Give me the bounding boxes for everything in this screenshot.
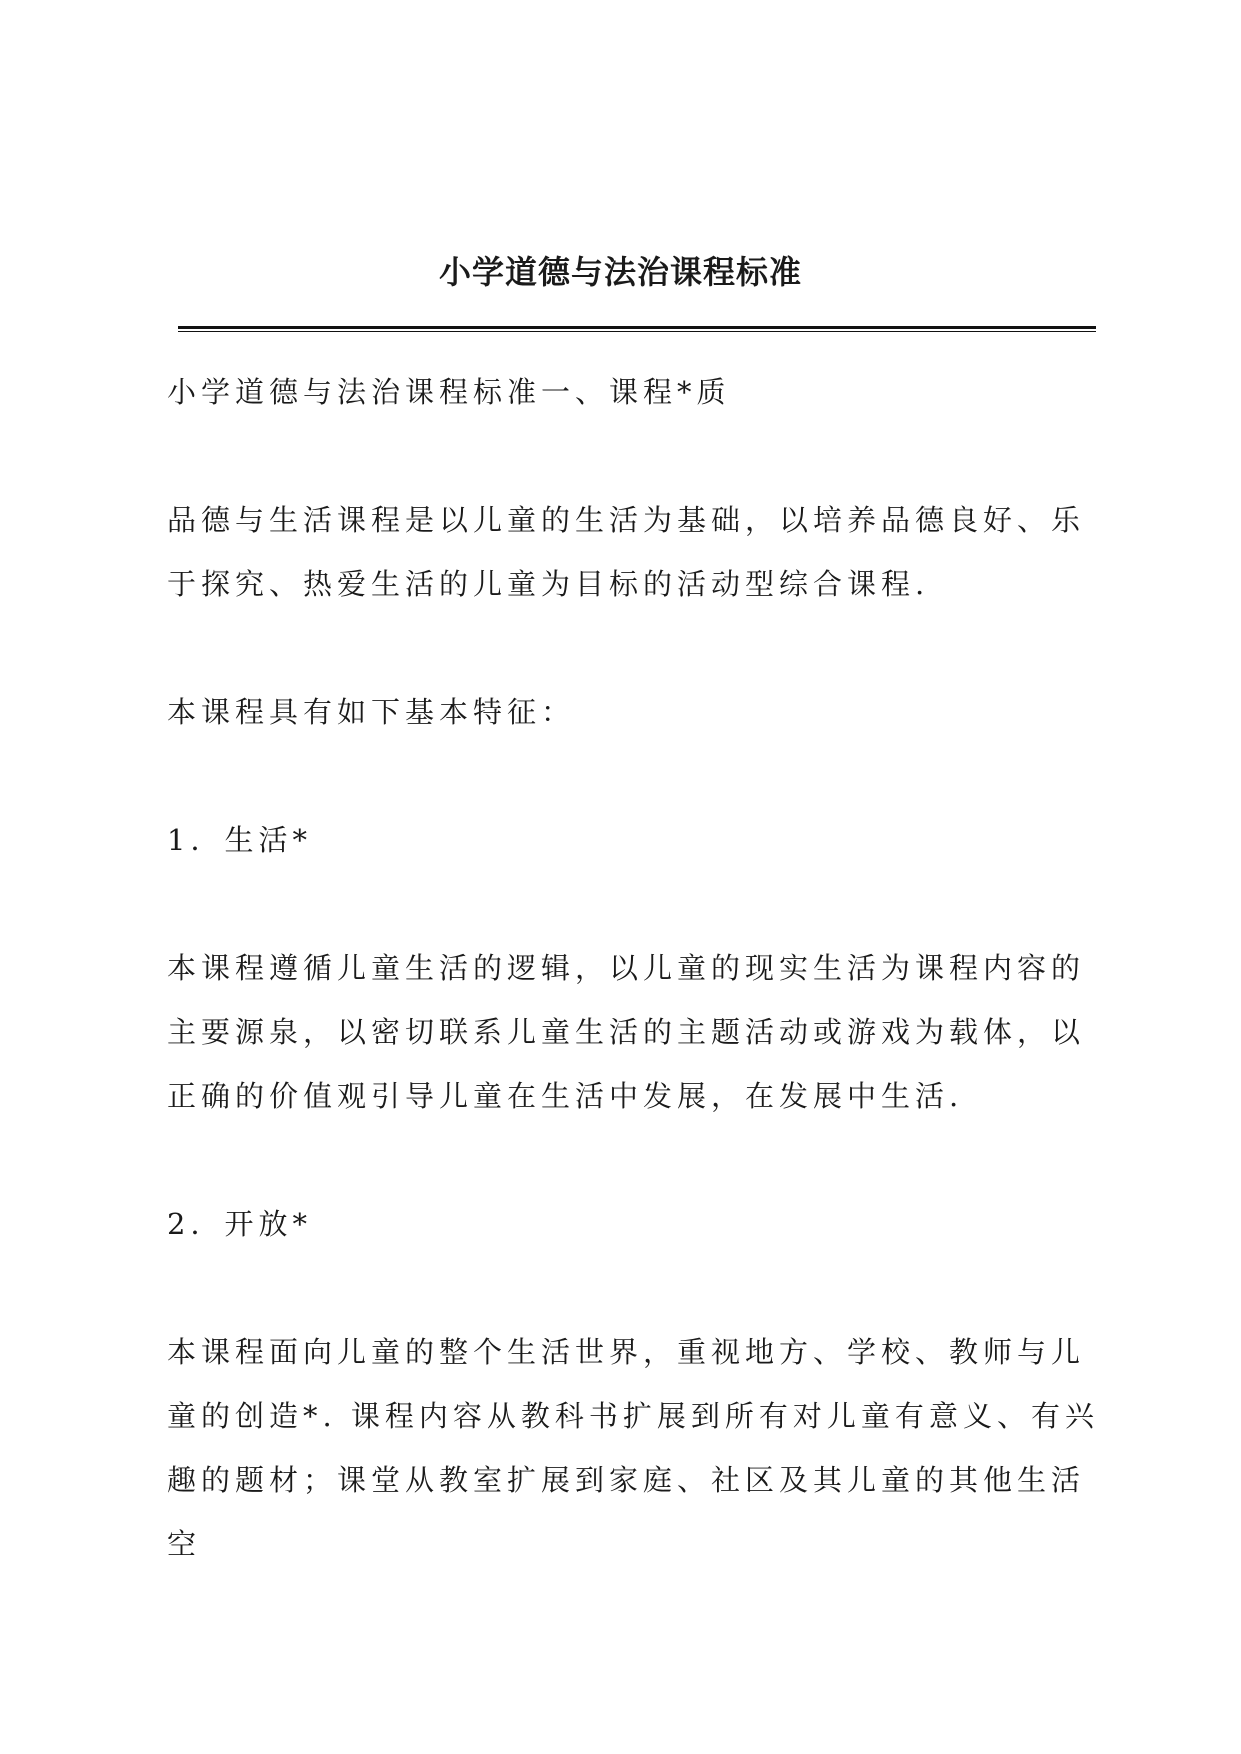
- paragraph-features-intro: 本课程具有如下基本特征：: [167, 695, 576, 729]
- title-divider: [178, 326, 1096, 332]
- document-body: [167, 360, 1102, 1576]
- document-title: 小学道德与法治课程标准: [438, 253, 802, 291]
- paragraph-feature-2: 本课程面向儿童的整个生活世界，重视地方、学校、教师与儿童的创造*. 课程内容从教科书扩展到所有对儿童有意义、有兴趣的题材；课堂从教室扩展到家庭、社区及其儿童的其他生活空: [167, 1335, 1099, 1561]
- paragraph-feature-1: 本课程遵循儿童生活的逻辑，以儿童的现实生活为课程内容的主要源泉，以密切联系儿童生活的主题活动或游戏为载体，以正确的价值观引导儿童在生活中发展，在发展中生活.: [167, 951, 1086, 1113]
- heading-feature-1: 1．生活*: [167, 823, 312, 857]
- paragraph-course-nature: 品德与生活课程是以儿童的生活为基础，以培养品德良好、乐于探究、热爱生活的儿童为目标的活动型综合课程.: [167, 503, 1086, 601]
- paragraph-intro-heading: 小学道德与法治课程标准一、课程*质: [167, 375, 731, 409]
- heading-feature-2: 2．开放*: [167, 1207, 312, 1241]
